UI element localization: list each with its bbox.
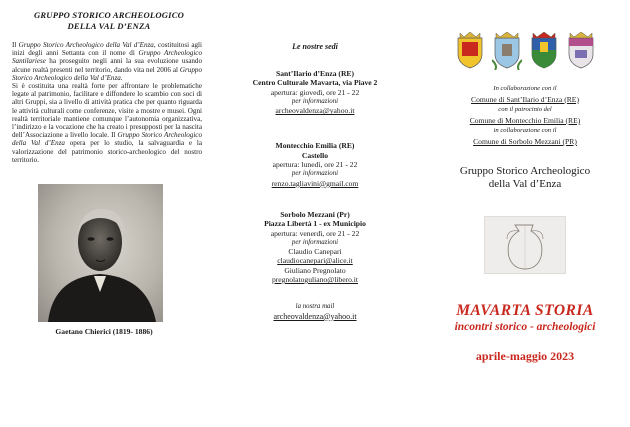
sede-address: Castello (301, 150, 329, 160)
crest-icon (529, 30, 559, 70)
vase-drawing (484, 216, 566, 274)
right-panel (420, 0, 630, 427)
contact-name: Giuliano Pregnolato (284, 265, 346, 275)
comune-sorbolo: Comune di Sorbolo Mezzani (PR) (473, 136, 577, 146)
left-panel (0, 0, 210, 427)
paragraph-1: Il Gruppo Storico Archeologico della Val d’Enza, costituitosi agli inizi degli anni Settanta con il nome di Gruppo Archeologico Santilariese ha proseguito negli anni la sua evoluzione usando alcune realtà presenti nel territorio, dando vita nel 2006 al Gruppo Storico Archeologico della Val d’Enza. (12, 41, 202, 82)
email-link[interactable]: claudiocanepari@alice.it (277, 256, 353, 266)
group-heading-line2: DELLA VAL D’ENZA (67, 20, 151, 31)
email-link[interactable]: archeovaldenza@yahoo.it (275, 106, 355, 116)
info-label: per informazioni (291, 97, 339, 105)
sede-address: Centro Culturale Mavarta, via Piave 2 (252, 78, 378, 88)
collab-label-2: in collaborazione con il (493, 127, 557, 135)
info-label: per informazioni (291, 170, 339, 178)
group-name-line1: Gruppo Storico Archeologico (459, 164, 591, 177)
sede-montecchio (210, 141, 420, 187)
crest-icon (566, 30, 596, 70)
info-label: per informazioni (291, 238, 339, 246)
email-link[interactable]: pregnolatoguliano@libero.it (271, 275, 359, 285)
portrait-caption: Gaetano Chierici (1819- 1886) (55, 327, 153, 337)
sede-hours: apertura: lunedì, ore 21 - 22 (272, 160, 358, 170)
mail-label: la nostra mail (295, 303, 335, 311)
comune-montecchio: Comune di Montecchio Emilia (RE) (469, 115, 581, 125)
collab-label: In collaborazione con il (493, 85, 557, 92)
middle-panel (210, 0, 420, 427)
email-link[interactable]: renzo.tagliavini@gmail.com (271, 178, 359, 188)
main-mail (210, 302, 420, 321)
sede-address: Piazza Libertà 1 - ex Municipio (264, 219, 366, 229)
sede-sorbolo (210, 210, 420, 284)
crest-icon (492, 30, 522, 70)
comune-santilario: Comune di Sant’Ilario d’Enza (RE) (471, 94, 579, 104)
group-description (12, 41, 202, 164)
group-name-line2: della Val d’Enza (488, 178, 562, 191)
vase-icon (485, 217, 565, 273)
sedi-title: Le nostre sedi (292, 42, 338, 51)
crest-icon (455, 30, 485, 70)
municipal-crests (420, 30, 630, 74)
sede-hours: apertura: venerdì, ore 21 - 22 (270, 228, 360, 238)
group-heading-line1: GRUPPO STORICO ARCHEOLOGICO (33, 10, 185, 20)
sede-name: Sant’Ilario d’Enza (RE) (275, 69, 355, 78)
paragraph-2: Si è costituita una realtà forte per affrontare le problematiche legate al patrimonio, facilitare e diffondere lo scambio con soci di altri Gruppi, sia a livello di attività pratica che per quanto riguarda le attività culturali come conferenze, visite a mostre e musei. Ogni realtà territoriale mantiene comunque l’autonomia organizzativa, l’indirizzo e la vocazione che ha creato i presupposti per la nascita dell’Associazione a livello locale. Il Gruppo Storico Archeologico della Val d’Enza opera per lo studio, la salvaguardia e la valorizzazione del patrimonio storico-archeologico del nostro territorio. (12, 82, 202, 164)
patrocinio-label: con il patrocinio del (498, 106, 552, 114)
contact-name: Claudio Canepari (288, 247, 342, 257)
sede-name: Sorbolo Mezzani (Pr) (280, 209, 350, 219)
group-name (420, 165, 630, 192)
group-heading (16, 10, 202, 31)
event-subtitle: incontri storico - archeologici (454, 320, 596, 333)
sede-name: Montecchio Emilia (RE) (275, 141, 355, 151)
sede-hours: apertura: giovedì, ore 21 - 22 (270, 87, 360, 97)
collaborations (420, 84, 630, 148)
event-dates: aprile-maggio 2023 (475, 348, 575, 363)
sede-santilario (210, 69, 420, 115)
event-title: MAVARTA STORIA (456, 301, 594, 319)
main-email-link[interactable]: archeovaldenza@yahoo.it (273, 311, 357, 321)
portrait-figure (38, 184, 163, 322)
portrait-photo (38, 184, 163, 322)
